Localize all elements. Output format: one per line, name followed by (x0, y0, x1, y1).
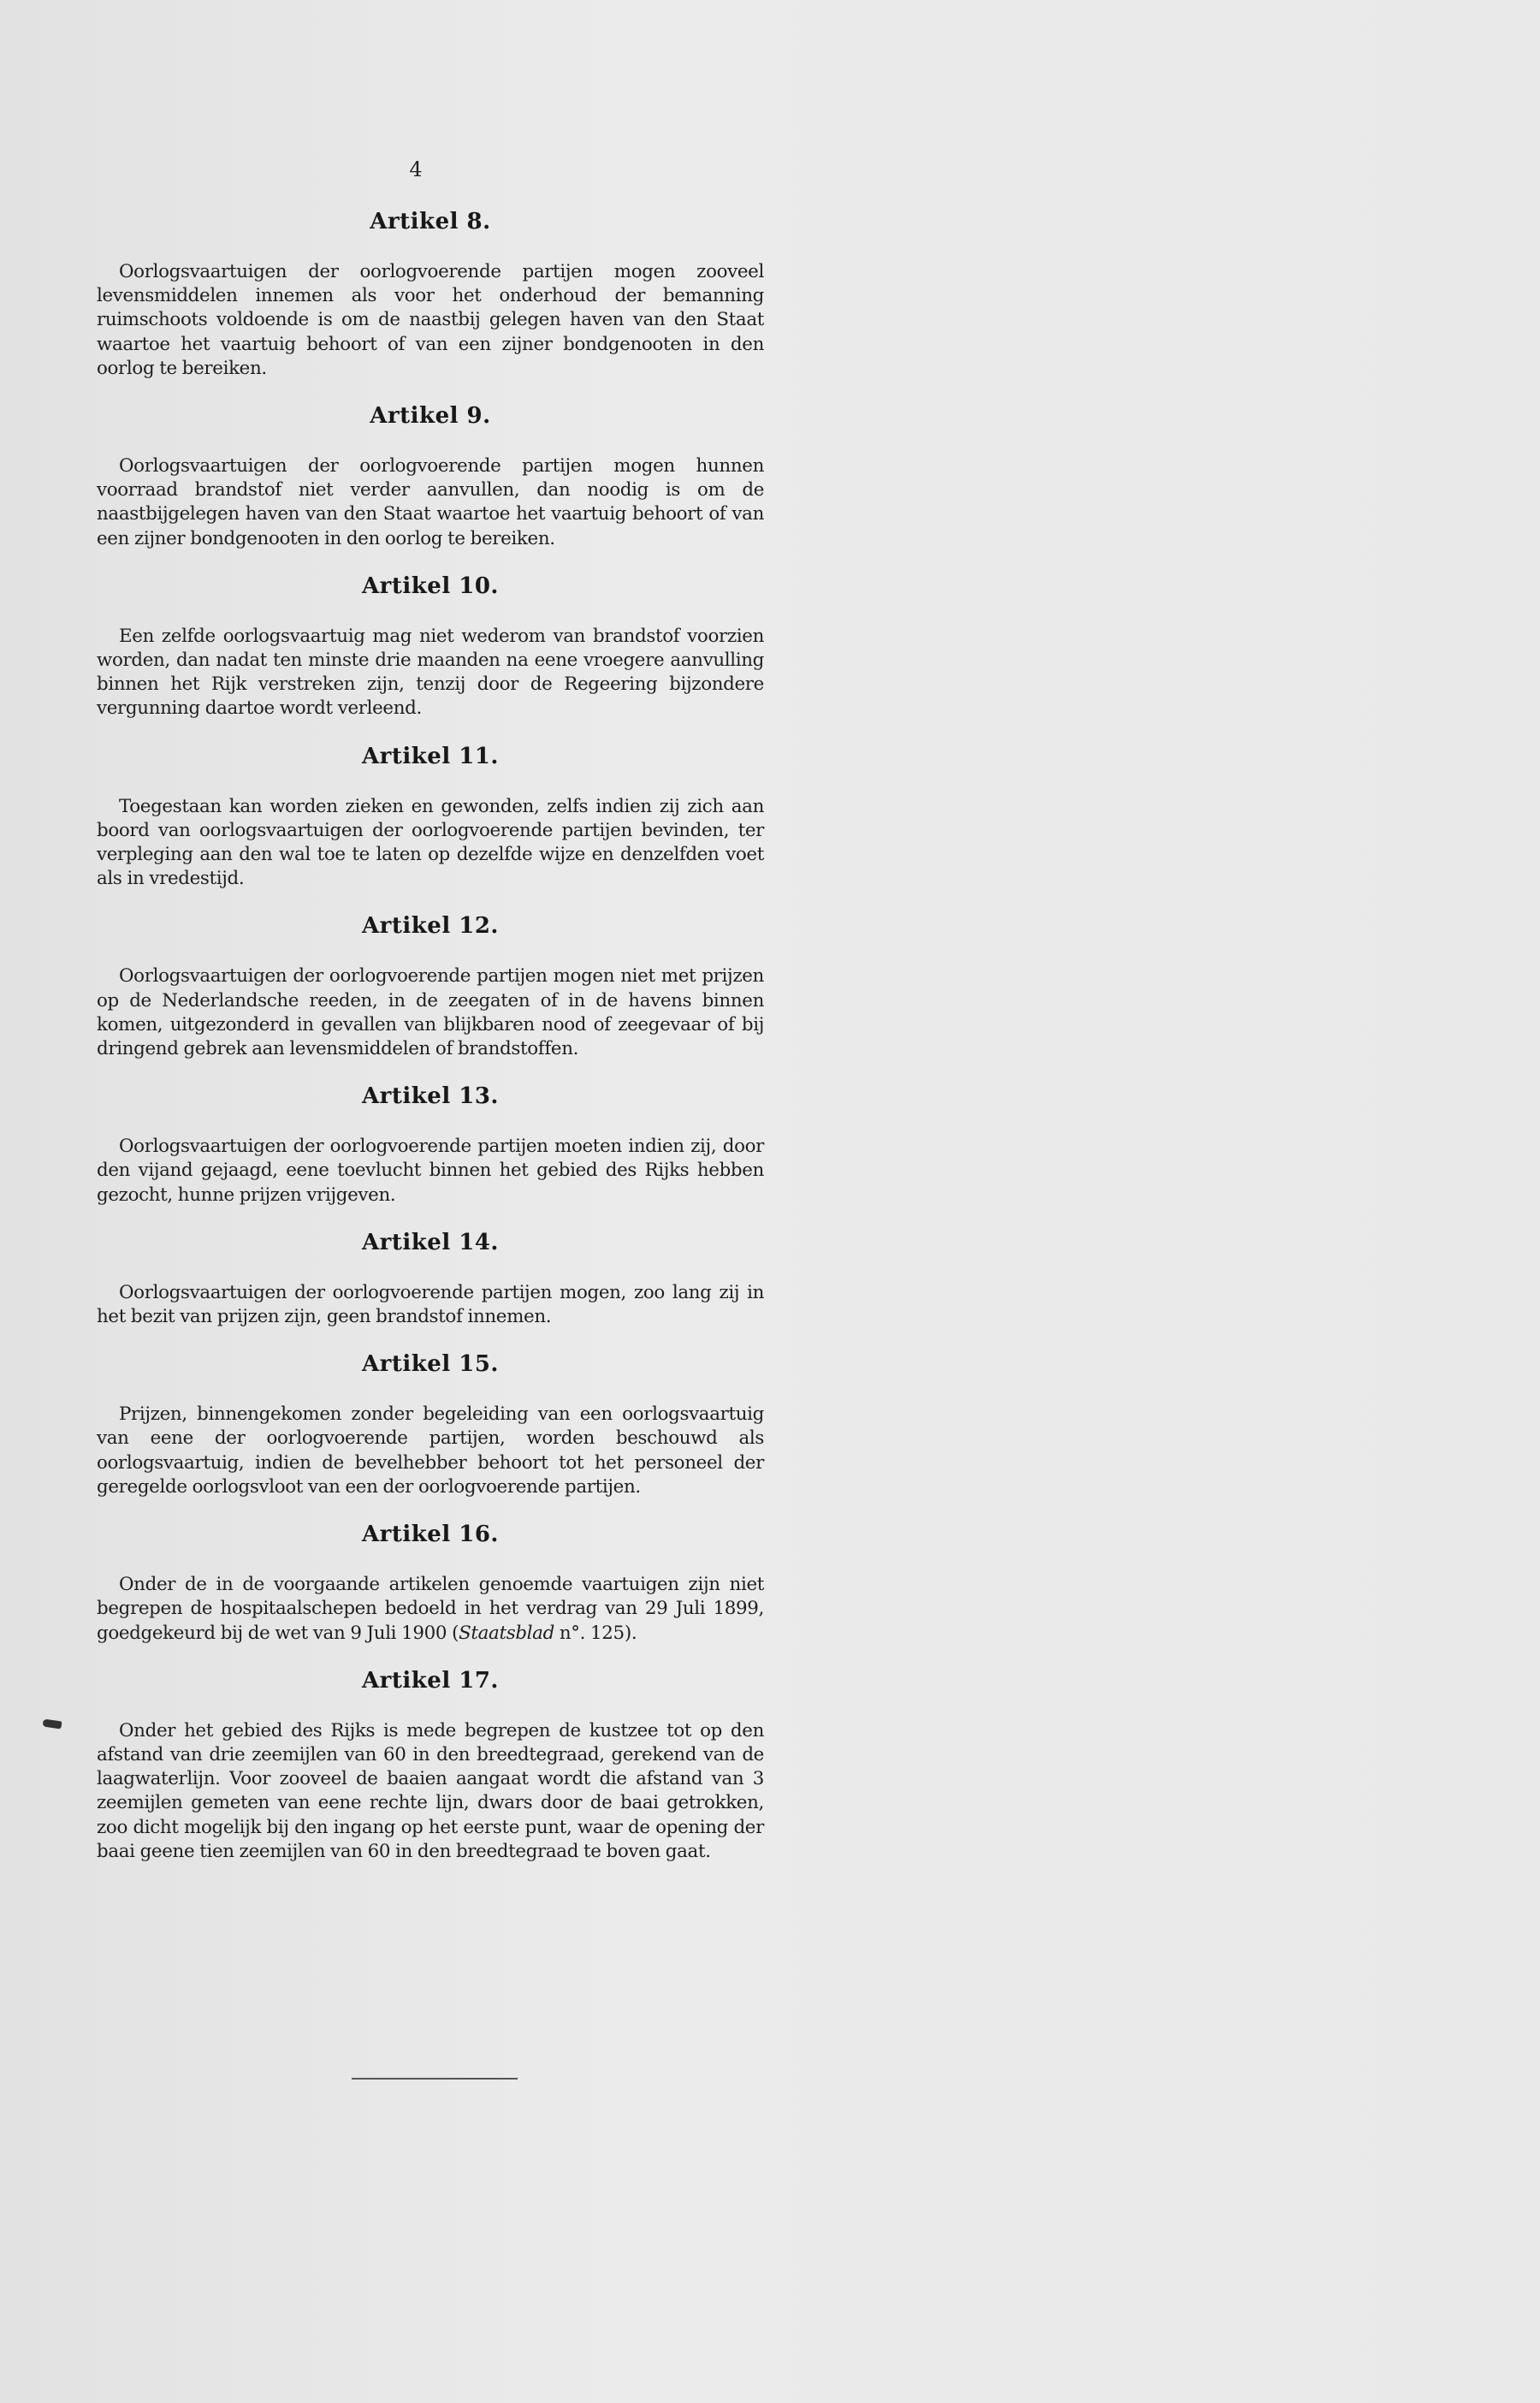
article-9 (97, 403, 764, 551)
article-heading: Artikel 10. (362, 573, 499, 599)
article-16 (97, 1522, 764, 1646)
article-text: Prijzen, binnengekomen zonder begeleiding van een oorlogsvaartuig van eene der oorlogvoerende partijen, worden beschouwd als oorlogsvaartuig, indien de bevelhebber behoort tot het personeel der geregelde oorlogsvloot van een der oorlogvoerende partijen. (97, 1403, 764, 1498)
article-text-part: Onder de in de voorgaande artikelen genoemde vaartuigen zijn niet begrepen de hospitaalschepen bedoeld in het verdrag van 29 Juli 1899, goedgekeurd bij de wet van 9 Juli 1900 ( (97, 1574, 764, 1644)
article-heading: Artikel 15. (362, 1351, 499, 1378)
article-text (97, 1573, 764, 1646)
closing-rule (352, 2078, 518, 2080)
article-heading: Artikel 11. (362, 743, 499, 769)
page-number: 4 (409, 157, 423, 181)
article-text: Toegestaan kan worden zieken en gewonden, zelfs indien zij zich aan boord van oorlogsvaartuigen der oorlogvoerende partijen bevinden, ter verpleging aan den wal toe te laten op dezelfde wijze en denzelfden voet als in vredestijd. (97, 795, 764, 890)
article-11 (97, 744, 764, 892)
article-text: Oorlogsvaartuigen der oorlogvoerende partijen mogen zooveel levensmiddelen innemen als voor het onderhoud der bemanning ruimschoots voldoende is om de naastbij gelegen haven van den Staat waartoe het vaartuig behoort of van een zijner bondgenooten in den oorlog te bereiken. (97, 261, 764, 379)
article-text: Oorlogsvaartuigen der oorlogvoerende partijen mogen niet met prijzen op de Nederlandsche reeden, in de zeegaten of in de havens binnen komen, uitgezonderd in gevallen van blijkbaren nood of zeegevaar of bij dringend gebrek aan levensmiddelen of brandstoffen. (97, 965, 764, 1060)
article-text: Een zelfde oorlogsvaartuig mag niet wederom van brandstof voorzien worden, dan nadat ten minste drie maanden na eene vroegere aanvulling binnen het Rijk verstreken zijn, tenzij door de Regeering bijzondere vergunning daartoe wordt verleend. (97, 625, 764, 720)
margin-ink-mark (42, 1719, 62, 1730)
staatsblad-italic: Staatsblad (459, 1622, 554, 1644)
article-heading: Artikel 9. (370, 403, 491, 430)
article-text: Oorlogsvaartuigen der oorlogvoerende partijen mogen hunnen voorraad brandstof niet verder aanvullen, dan noodig is om de naastbijgelegen haven van den Staat waartoe het vaartuig behoort of van een zijner bondgenooten in den oorlog te bereiken. (97, 455, 764, 549)
article-text: Onder het gebied des Rijks is mede begrepen de kustzee tot op den afstand van drie zeemijlen van 60 in den breedtegraad, gerekend van de laagwaterlijn. Voor zooveel de baaien aangaat wordt die afstand van 3 zeemijlen gemeten van eene rechte lijn, dwars door de baai getrokken, zoo dicht mogelijk bij den ingang op het eerste punt, waar de opening der baai geene tien zeemijlen van 60 in den breedtegraad te boven gaat. (97, 1719, 764, 1862)
article-heading: Artikel 17. (362, 1667, 499, 1694)
article-12 (97, 913, 764, 1061)
article-10 (97, 573, 764, 721)
article-text-part: n°. 125). (554, 1622, 637, 1644)
article-heading: Artikel 12. (362, 913, 499, 940)
article-heading: Artikel 14. (362, 1229, 499, 1255)
article-heading: Artikel 13. (362, 1083, 499, 1110)
text-column (97, 159, 764, 1886)
article-heading: Artikel 16. (362, 1522, 499, 1548)
article-14 (97, 1230, 764, 1329)
article-text: Oorlogsvaartuigen der oorlogvoerende partijen mogen, zoo lang zij in het bezit van prijzen zijn, geen brandstof innemen. (97, 1281, 764, 1328)
article-text: Oorlogsvaartuigen der oorlogvoerende partijen moeten indien zij, door den vijand gejaagd, eene toevlucht binnen het gebied des Rijks hebben gezocht, hunne prijzen vrijgeven. (97, 1136, 764, 1206)
article-15 (97, 1351, 764, 1499)
article-17 (97, 1668, 764, 1864)
article-13 (97, 1083, 764, 1207)
article-8 (97, 209, 764, 381)
article-heading: Artikel 8. (370, 209, 491, 234)
